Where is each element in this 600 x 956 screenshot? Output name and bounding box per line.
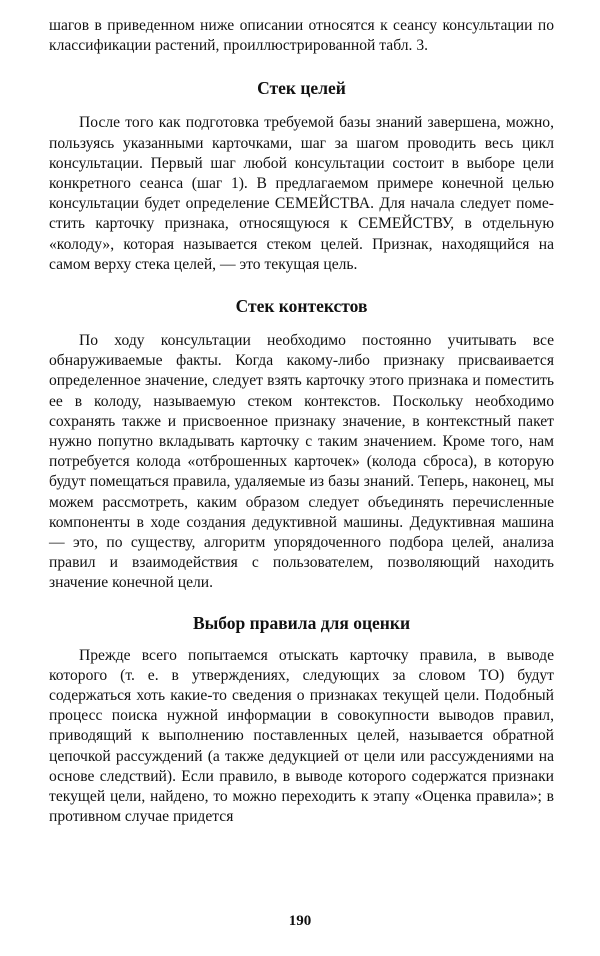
paragraph-stack-of-goals: После того как подготовка требуемой базы знаний завершена, можно, пользуясь указанными карточками, шаг за шагом проводить весь цикл консультации. Первый шаг любой консультации состоит в выборе цели конкретного сеанса (шаг 1). В предлагаемом примере конечной целью консультации будет определение СЕМЕЙСТВА. Для начала следует поместить карточку признака, относящуюся к СЕМЕЙСТВУ, в отдельную «колоду», которая называется стеком целей. Признак, находящийся на самом верху стека целей, — это текущая цель. xyxy=(49,114,554,273)
page-body xyxy=(49,16,554,828)
paragraph-rule-selection: Прежде всего попытаемся отыскать карточку правила, в выводе которого (т. е. в утверждениях, следующих за словом ТО) будут содержаться хоть какие-то сведения о признаках текущей цели. Подобный процесс поиска нужной информации в совокупности выводов правил, приводящий к выполнению поставленных целей, называется обратной цепочкой рассуждений (а также дедукцией от цели или рассуждениями на основе следствий). Если правило, в выводе которого содержатся признаки текущей цели, найдено, то можно переходить к этапу «Оценка правила»; в противном случае придется xyxy=(49,646,554,826)
intro-paragraph: шагов в приведенном ниже описании относятся к сеансу консультации по классификации растений, проиллюстрированной табл. 3. xyxy=(49,17,554,55)
page-number: 190 xyxy=(288,913,312,929)
heading-stack-of-goals: Стек целей xyxy=(257,78,346,99)
paragraph-stack-of-contexts: По ходу консультации необходимо постоянно учитывать все обнаруживаемые факты. Когда какому-либо признаку присваивается определенное значение, следует взять карточку этого признака и поместить ее в колоду, называемую стеком контекстов. Поскольку необходимо сохранять также и присвоенное признаку значение, в контекстный пакет нужно попутно вкладывать карточку с таким значением. Кроме того, нам потребуется колода «отброшенных карточек» (колода сброса), в которую будут помещаться правила, удаляемые из базы знаний. Теперь, наконец, мы можем рассмотреть, каким образом следует объединять перечисленные компоненты в ходе создания дедуктивной машины. Дедуктивная машина — это, по существу, алгоритм упорядоченного подбора целей, анализа правил и взаимодействия с пользователем, позволяющий находить значение конечной цели. xyxy=(49,332,554,592)
heading-rule-selection: Выбор правила для оценки xyxy=(192,612,411,633)
heading-stack-of-contexts: Стек контекстов xyxy=(235,296,368,317)
